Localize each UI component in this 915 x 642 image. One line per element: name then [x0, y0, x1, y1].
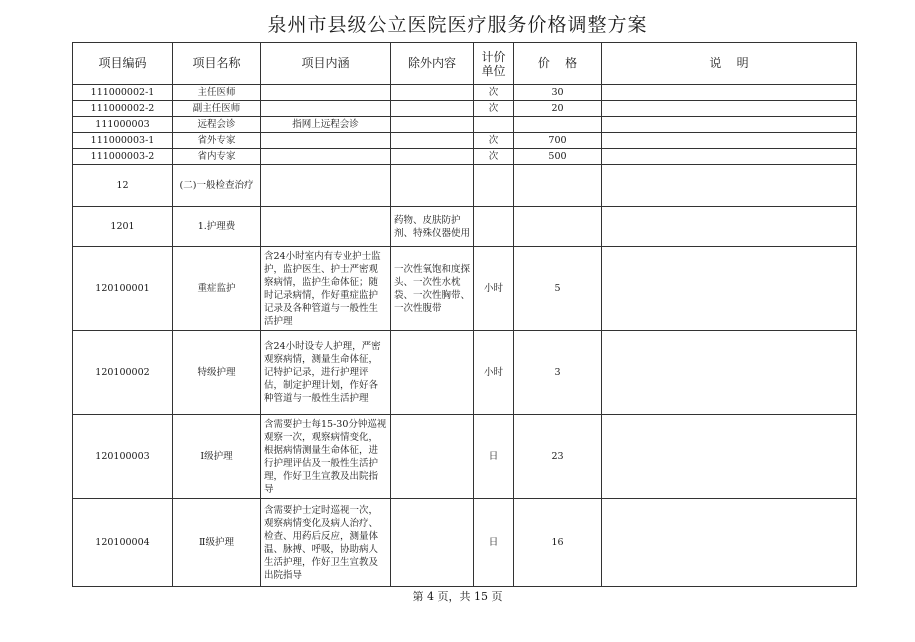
- cell-unit: 次: [474, 133, 514, 149]
- cell-content: [261, 149, 391, 165]
- header-name: 项目名称: [173, 43, 261, 85]
- cell-content: 含24小时设专人护理，严密观察病情，测量生命体征，记特护记录，进行护理评估，制定护理计划，作好各种管道与一般性生活护理: [261, 331, 391, 415]
- cell-name: Ⅰ级护理: [173, 415, 261, 499]
- cell-price: 500: [514, 149, 602, 165]
- cell-name: 重症监护: [173, 247, 261, 331]
- header-content: 项目内涵: [261, 43, 391, 85]
- cell-code: 1201: [73, 207, 173, 247]
- cell-name: 远程会诊: [173, 117, 261, 133]
- cell-excluded: [391, 415, 474, 499]
- cell-code: 111000003-2: [73, 149, 173, 165]
- cell-name: 主任医师: [173, 85, 261, 101]
- cell-content: [261, 133, 391, 149]
- cell-price: 5: [514, 247, 602, 331]
- cell-excluded: [391, 331, 474, 415]
- cell-price: 3: [514, 331, 602, 415]
- cell-price: 23: [514, 415, 602, 499]
- cell-unit: 次: [474, 149, 514, 165]
- price-table: [72, 42, 857, 587]
- cell-unit: 日: [474, 415, 514, 499]
- cell-code: 111000003-1: [73, 133, 173, 149]
- header-unit: 计价单位: [474, 43, 514, 85]
- table-row: [73, 85, 857, 101]
- cell-code: 111000002-1: [73, 85, 173, 101]
- cell-excluded: [391, 117, 474, 133]
- cell-excluded: [391, 165, 474, 207]
- cell-unit: 日: [474, 499, 514, 587]
- cell-content: [261, 101, 391, 117]
- cell-note: [602, 101, 857, 117]
- cell-content: 含需要护士每15-30分钟巡视观察一次，观察病情变化，根据病情测量生命体征，进行护理评估及一般性生活护理，作好卫生宣教及出院指导: [261, 415, 391, 499]
- page-title: 泉州市县级公立医院医疗服务价格调整方案: [267, 14, 648, 36]
- header-price: 价 格: [514, 43, 602, 85]
- cell-content: [261, 207, 391, 247]
- cell-note: [602, 117, 857, 133]
- table-row: [73, 133, 857, 149]
- cell-note: [602, 415, 857, 499]
- header-code: 项目编码: [73, 43, 173, 85]
- cell-excluded: [391, 499, 474, 587]
- table-row: [73, 499, 857, 587]
- table-row: [73, 415, 857, 499]
- cell-code: 120100001: [73, 247, 173, 331]
- cell-excluded: [391, 133, 474, 149]
- cell-name: 省内专家: [173, 149, 261, 165]
- cell-unit: 小时: [474, 247, 514, 331]
- cell-name: (二)一般检查治疗: [173, 165, 261, 207]
- cell-price: 700: [514, 133, 602, 149]
- cell-name: 副主任医师: [173, 101, 261, 117]
- header-excluded: 除外内容: [391, 43, 474, 85]
- cell-content: [261, 165, 391, 207]
- table-header-row: [73, 43, 857, 85]
- cell-content: 指网上远程会诊: [261, 117, 391, 133]
- cell-name: 省外专家: [173, 133, 261, 149]
- cell-note: [602, 133, 857, 149]
- cell-note: [602, 85, 857, 101]
- cell-note: [602, 247, 857, 331]
- cell-excluded: 一次性氧饱和度探头、一次性水枕袋、一次性胸带、一次性腹带: [391, 247, 474, 331]
- cell-note: [602, 499, 857, 587]
- cell-unit: [474, 117, 514, 133]
- cell-note: [602, 165, 857, 207]
- cell-code: 120100003: [73, 415, 173, 499]
- cell-code: 120100002: [73, 331, 173, 415]
- table-row: [73, 207, 857, 247]
- cell-note: [602, 149, 857, 165]
- cell-price: [514, 117, 602, 133]
- table-row: [73, 165, 857, 207]
- cell-unit: 次: [474, 85, 514, 101]
- cell-price: 16: [514, 499, 602, 587]
- cell-unit: [474, 165, 514, 207]
- cell-excluded: [391, 149, 474, 165]
- cell-content: 含需要护士定时巡视一次，观察病情变化及病人治疗、检查、用药后反应，测量体温、脉搏、呼吸，协助病人生活护理，作好卫生宣教及出院指导: [261, 499, 391, 587]
- cell-price: 20: [514, 101, 602, 117]
- cell-unit: 次: [474, 101, 514, 117]
- cell-price: [514, 207, 602, 247]
- page-footer: 第 4 页，共 15 页: [412, 590, 503, 603]
- cell-note: [602, 207, 857, 247]
- cell-name: 1.护理费: [173, 207, 261, 247]
- header-note: 说 明: [602, 43, 857, 85]
- cell-name: 特级护理: [173, 331, 261, 415]
- cell-excluded: [391, 101, 474, 117]
- cell-unit: 小时: [474, 331, 514, 415]
- table-row: [73, 149, 857, 165]
- cell-code: 111000002-2: [73, 101, 173, 117]
- table-row: [73, 247, 857, 331]
- cell-code: 111000003: [73, 117, 173, 133]
- cell-excluded: 药物、皮肤防护剂、特殊仪器使用: [391, 207, 474, 247]
- table-row: [73, 331, 857, 415]
- cell-code: 120100004: [73, 499, 173, 587]
- table-row: [73, 117, 857, 133]
- cell-content: 含24小时室内有专业护士监护，监护医生、护士严密观察病情，监护生命体征；随时记录病情，作好重症监护记录及各种管道与一般性生活护理: [261, 247, 391, 331]
- cell-unit: [474, 207, 514, 247]
- cell-price: 30: [514, 85, 602, 101]
- cell-note: [602, 331, 857, 415]
- cell-name: Ⅱ级护理: [173, 499, 261, 587]
- cell-content: [261, 85, 391, 101]
- cell-code: 12: [73, 165, 173, 207]
- cell-price: [514, 165, 602, 207]
- table-row: [73, 101, 857, 117]
- cell-excluded: [391, 85, 474, 101]
